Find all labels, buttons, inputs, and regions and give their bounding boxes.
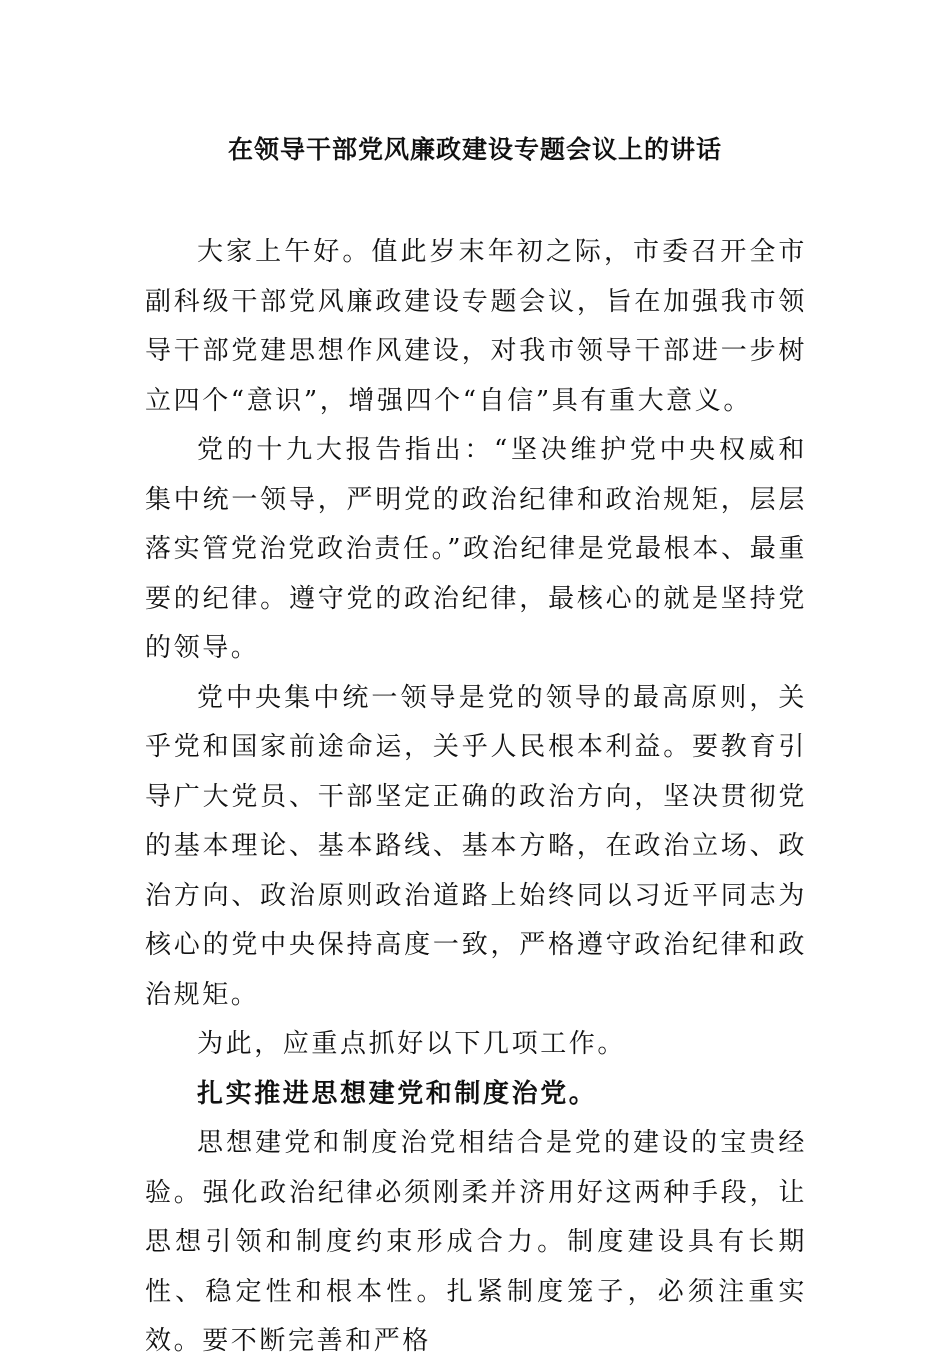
paragraph-greeting: 大家上午好。值此岁末年初之际，市委召开全市副科级干部党风廉政建设专题会议，旨在加强我市领导干部党建思想作风建设，对我市领导干部进一步树立四个“意识”，增强四个“自信”具有重大意义。	[145, 237, 807, 416]
paragraph-report-quote: 党的十九大报告指出：“坚决维护党中央权威和集中统一领导，严明党的政治纪律和政治规矩，层层落实管党治党政治责任。”政治纪律是党最根本、最重要的纪律。遵守党的政治纪律，最核心的就是坚持党的领导。	[145, 435, 807, 663]
section-heading: 扎实推进思想建党和制度治党。	[197, 1078, 598, 1109]
paragraph-central-leadership: 党中央集中统一领导是党的领导的最高原则，关乎党和国家前途命运，关乎人民根本利益。要教育引导广大党员、干部坚定正确的政治方向，坚决贯彻党的基本理论、基本路线、基本方略，在政治立场、政治方向、政治原则政治道路上始终同以习近平同志为核心的党中央保持高度一致，严格遵守政治纪律和政治规矩。	[145, 682, 807, 1010]
document-title: 在领导干部党风廉政建设专题会议上的讲话	[227, 135, 722, 164]
document-body	[145, 228, 807, 1367]
paragraph-party-building: 思想建党和制度治党相结合是党的建设的宝贵经验。强化政治纪律必须刚柔并济用好这两种手段，让思想引领和制度约束形成合力。制度建设具有长期性、稳定性和根本性。扎紧制度笼子，必须注重实效。要不断完善和严格	[145, 1128, 807, 1356]
paragraph-key-work: 为此，应重点抓好以下几项工作。	[197, 1029, 627, 1059]
